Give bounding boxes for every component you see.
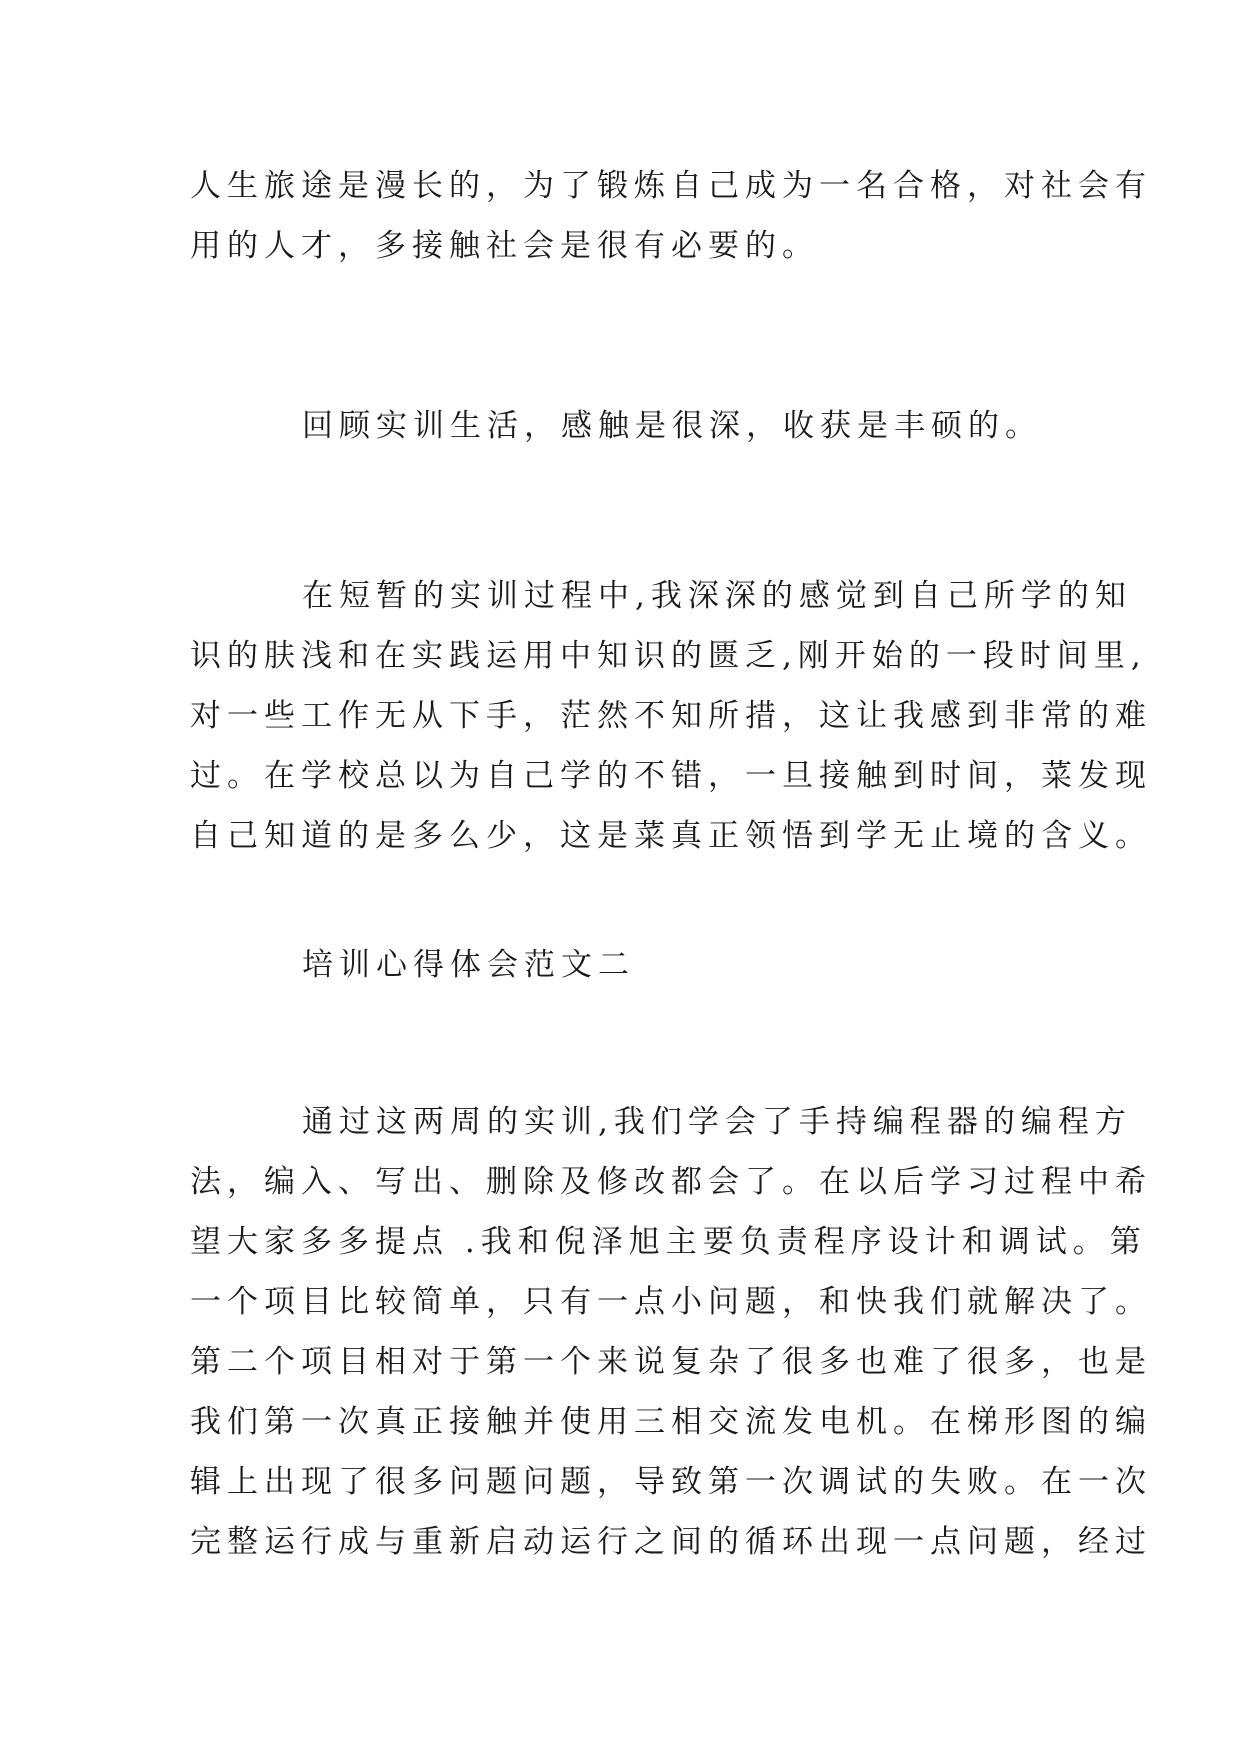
text-line: 识的肤浅和在实践运用中知识的匮乏,刚开始的一段时间里,: [190, 638, 1147, 674]
text-line: 用的人才，多接触社会是很有必要的。: [190, 228, 819, 264]
text-line: 在短暂的实训过程中,我深深的感觉到自己所学的知: [302, 578, 1132, 614]
text-line: 对一些工作无从下手，茫然不知所措，这让我感到非常的难: [190, 698, 1152, 734]
text-line: 通过这两周的实训,我们学会了手持编程器的编程方: [302, 1104, 1132, 1140]
text-line: 辑上出现了很多问题问题，导致第一次调试的失败。在一次: [190, 1464, 1152, 1500]
text-line: 自己知道的是多么少，这是菜真正领悟到学无止境的含义。: [190, 818, 1152, 854]
text-line: 法，编入、写出、删除及修改都会了。在以后学习过程中希: [190, 1164, 1152, 1200]
paragraph-reflection: [190, 566, 1152, 866]
text-line: 第二个项目相对于第一个来说复杂了很多也难了很多，也是: [190, 1344, 1152, 1380]
text-line: 我们第一次真正接触并使用三相交流发电机。在梯形图的编: [190, 1404, 1152, 1440]
text-line: 回顾实训生活，感触是很深，收获是丰硕的。: [302, 408, 1042, 444]
heading-line: 培训心得体会范文二: [302, 947, 635, 983]
text-line: 一个项目比较简单，只有一点小问题，和快我们就解决了。: [190, 1284, 1152, 1320]
section-heading: [190, 935, 1060, 995]
paragraph-review: [190, 396, 1060, 456]
text-line: 过。在学校总以为自己学的不错，一旦接触到时间，菜发现: [190, 758, 1152, 794]
text-line: 完整运行成与重新启动运行之间的循环出现一点问题，经过: [190, 1524, 1152, 1560]
text-line: 人生旅途是漫长的，为了锻炼自己成为一名合格，对社会有: [190, 168, 1152, 204]
paragraph-training-summary: [190, 1092, 1152, 1572]
text-line: 望大家多多提点 .我和倪泽旭主要负责程序设计和调试。第: [190, 1224, 1147, 1260]
paragraph-intro: [190, 156, 1152, 276]
